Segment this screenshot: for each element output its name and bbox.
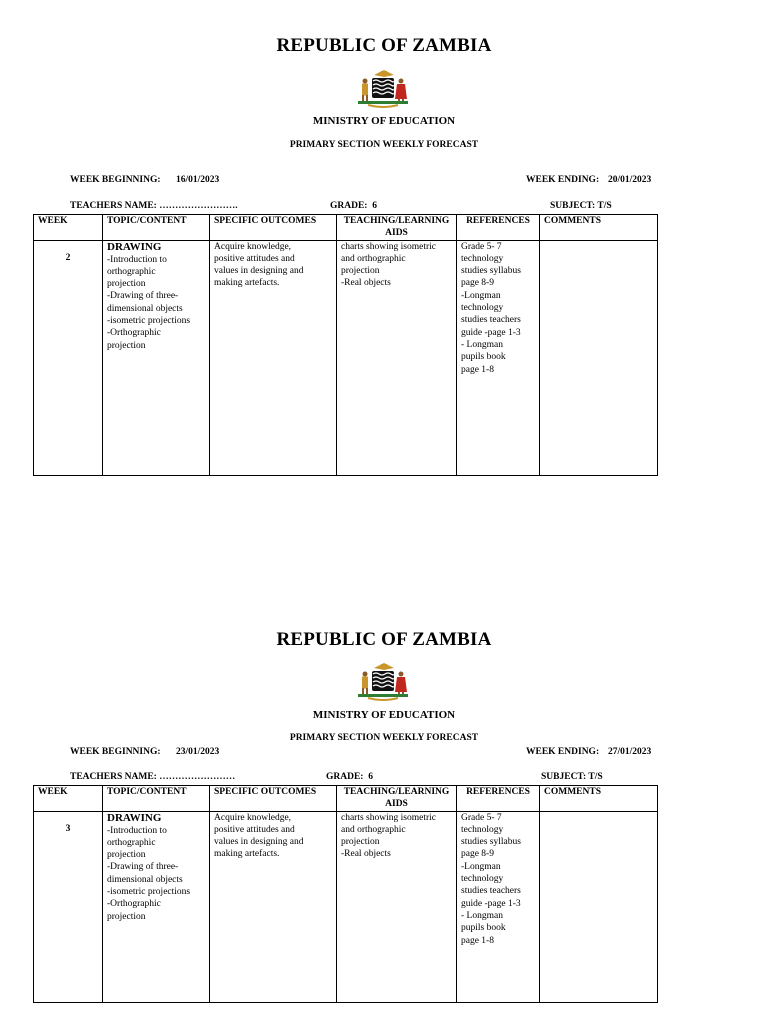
topic-line: -Drawing of three- <box>107 291 179 302</box>
header-week: WEEK <box>34 786 103 812</box>
reference-line: guide -page 1-3 <box>461 327 521 338</box>
grade: GRADE: 6 <box>330 201 377 211</box>
aid-line: projection <box>341 266 380 277</box>
topic-line: -Introduction to <box>107 825 167 836</box>
header-topic: TOPIC/CONTENT <box>103 215 210 241</box>
week-beginning-value: 23/01/2023 <box>176 747 220 757</box>
outcome-line: Acquire knowledge, <box>214 812 292 823</box>
header-aids: TEACHING/LEARNING AIDS <box>337 215 457 241</box>
outcome-line: making artefacts. <box>214 278 280 289</box>
reference-line: pupils book <box>461 352 506 363</box>
topic-cell <box>103 811 210 1002</box>
aid-line: and orthographic <box>341 253 406 264</box>
topic-line: projection <box>107 279 146 290</box>
week-ending-value: 27/01/2023 <box>608 747 652 757</box>
teachers-name: TEACHERS NAME: …………………… <box>70 772 236 782</box>
ministry-name: MINISTRY OF EDUCATION <box>312 709 456 721</box>
reference-line: Grade 5- 7 <box>461 241 502 252</box>
header-aids: TEACHING/LEARNING AIDS <box>337 786 457 812</box>
topic-line: orthographic <box>107 837 156 848</box>
reference-line: technology <box>461 874 504 885</box>
forecast-title: PRIMARY SECTION WEEKLY FORECAST <box>289 140 479 150</box>
topic-line: projection <box>107 911 146 922</box>
header-outcomes: SPECIFIC OUTCOMES <box>210 786 337 812</box>
comments-cell <box>540 811 658 1002</box>
week-number: 2 <box>34 240 103 475</box>
reference-line: -Longman <box>461 290 501 301</box>
reference-line: studies syllabus <box>461 266 521 277</box>
topic-line: -isometric projections <box>107 316 191 327</box>
reference-line: page 1-8 <box>461 935 494 946</box>
header-comments: COMMENTS <box>540 786 658 812</box>
table-row <box>34 811 658 1002</box>
topic-line: -Introduction to <box>107 254 167 265</box>
week-ending-value: 20/01/2023 <box>608 175 652 185</box>
topic-line: -Orthographic <box>107 328 161 339</box>
reference-line: page 8-9 <box>461 849 494 860</box>
week-beginning-label: WEEK BEGINNING: <box>70 175 161 185</box>
topic-line: orthographic <box>107 266 156 277</box>
week-ending-label: WEEK ENDING: <box>526 747 600 757</box>
subject: SUBJECT: T/S <box>541 772 603 782</box>
topic-line: dimensional objects <box>107 874 183 885</box>
reference-line: -Longman <box>461 861 501 872</box>
topic-line: -Drawing of three- <box>107 862 179 873</box>
reference-line: technology <box>461 824 504 835</box>
week-ending-label: WEEK ENDING: <box>526 175 600 185</box>
header-references: REFERENCES <box>457 215 540 241</box>
ministry-name: MINISTRY OF EDUCATION <box>312 115 456 127</box>
republic-title: REPUBLIC OF ZAMBIA <box>276 629 492 650</box>
reference-line: - Longman <box>461 339 503 350</box>
reference-line: page 1-8 <box>461 364 494 375</box>
aids-cell <box>337 811 457 1002</box>
teachers-name: TEACHERS NAME: ……………………. <box>70 201 238 211</box>
coat-of-arms-icon <box>352 662 414 702</box>
outcomes-cell <box>210 811 337 1002</box>
grade: GRADE: 6 <box>326 772 373 782</box>
reference-line: Grade 5- 7 <box>461 812 502 823</box>
outcome-line: Acquire knowledge, <box>214 241 292 252</box>
outcome-line: values in designing and <box>214 266 304 277</box>
header-week: WEEK <box>34 215 103 241</box>
reference-line: technology <box>461 253 504 264</box>
outcome-line: positive attitudes and <box>214 253 295 264</box>
header-outcomes: SPECIFIC OUTCOMES <box>210 215 337 241</box>
aid-line: charts showing isometric <box>341 812 436 823</box>
topic-line: dimensional objects <box>107 303 183 314</box>
subject: SUBJECT: T/S <box>550 201 612 211</box>
week-beginning-value: 16/01/2023 <box>176 175 220 185</box>
outcome-line: values in designing and <box>214 837 304 848</box>
week-beginning-label: WEEK BEGINNING: <box>70 747 161 757</box>
reference-line: guide -page 1-3 <box>461 898 521 909</box>
topic-line: projection <box>107 850 146 861</box>
reference-line: - Longman <box>461 910 503 921</box>
reference-line: page 8-9 <box>461 278 494 289</box>
topic-heading: DRAWING <box>107 240 162 253</box>
header-comments: COMMENTS <box>540 215 658 241</box>
table-header-row <box>34 786 658 812</box>
reference-line: pupils book <box>461 923 506 934</box>
outcome-line: positive attitudes and <box>214 824 295 835</box>
reference-line: studies teachers <box>461 315 521 326</box>
topic-heading: DRAWING <box>107 811 162 824</box>
forecast-title: PRIMARY SECTION WEEKLY FORECAST <box>289 733 479 743</box>
aid-line: and orthographic <box>341 824 406 835</box>
forecast-table <box>33 785 658 1003</box>
header-topic: TOPIC/CONTENT <box>103 786 210 812</box>
topic-line: -isometric projections <box>107 887 191 898</box>
references-cell <box>457 811 540 1002</box>
outcome-line: making artefacts. <box>214 849 280 860</box>
republic-title: REPUBLIC OF ZAMBIA <box>276 35 492 56</box>
week-number: 3 <box>34 811 103 1002</box>
aid-line: -Real objects <box>341 278 391 289</box>
aid-line: charts showing isometric <box>341 241 436 252</box>
topic-line: projection <box>107 340 146 351</box>
aid-line: -Real objects <box>341 849 391 860</box>
reference-line: studies syllabus <box>461 837 521 848</box>
reference-line: studies teachers <box>461 886 521 897</box>
topic-line: -Orthographic <box>107 899 161 910</box>
header-references: REFERENCES <box>457 786 540 812</box>
reference-line: technology <box>461 303 504 314</box>
aid-line: projection <box>341 837 380 848</box>
